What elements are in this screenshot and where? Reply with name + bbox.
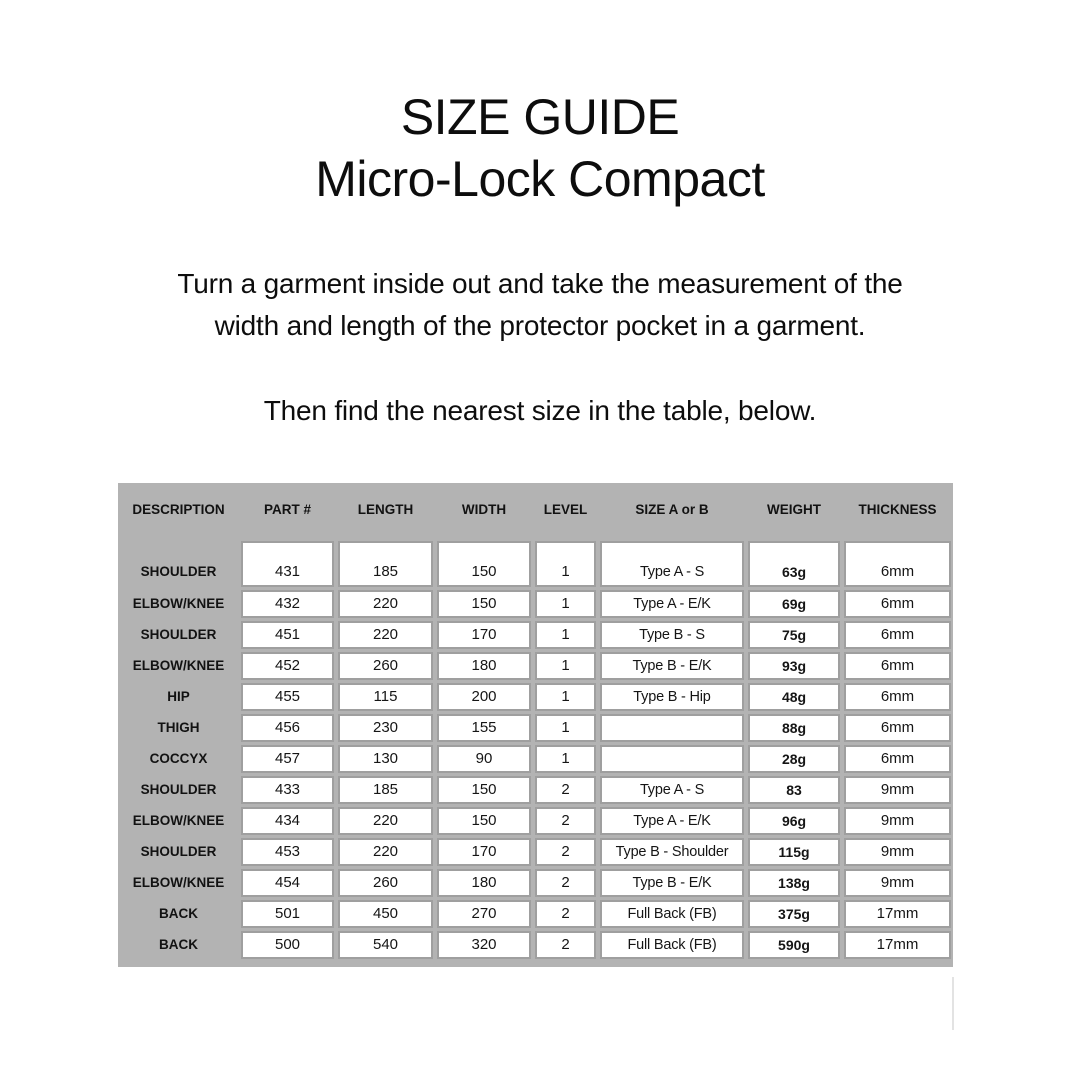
table-row xyxy=(118,805,953,836)
cell-description: ELBOW/KNEE xyxy=(132,658,225,673)
cell-size: Type B - E/K xyxy=(600,652,744,680)
column-header-weight: WEIGHT xyxy=(767,501,821,517)
cell-description: SHOULDER xyxy=(140,564,217,579)
title-line-size-guide: SIZE GUIDE xyxy=(400,89,680,145)
cell-description: COCCYX xyxy=(149,751,208,766)
cell-size xyxy=(600,745,744,773)
cell-thickness: 9mm xyxy=(844,869,951,897)
cell-width: 155 xyxy=(437,714,531,742)
title-line-product-name: Micro-Lock Compact xyxy=(315,151,765,207)
cell-thickness: 9mm xyxy=(844,838,951,866)
page-title xyxy=(0,86,1080,210)
cell-size: Type B - S xyxy=(600,621,744,649)
cell-width: 150 xyxy=(437,776,531,804)
instruction-line-3: Then find the nearest size in the table, below. xyxy=(263,395,817,426)
cell-length: 220 xyxy=(338,621,433,649)
cell-description: SHOULDER xyxy=(140,627,217,642)
cell-level: 1 xyxy=(535,745,596,773)
cell-thickness: 6mm xyxy=(844,541,951,587)
table-row xyxy=(118,681,953,712)
cell-description: ELBOW/KNEE xyxy=(132,813,225,828)
cell-description: BACK xyxy=(159,937,198,952)
cell-width: 170 xyxy=(437,838,531,866)
table-row xyxy=(118,929,953,960)
cell-description: HIP xyxy=(167,689,190,704)
table-row xyxy=(118,650,953,681)
cell-level: 1 xyxy=(535,683,596,711)
table-row xyxy=(118,774,953,805)
cell-part: 434 xyxy=(241,807,334,835)
cell-size: Type B - Hip xyxy=(600,683,744,711)
cell-size: Type B - E/K xyxy=(600,869,744,897)
cell-thickness: 6mm xyxy=(844,621,951,649)
cell-thickness: 6mm xyxy=(844,683,951,711)
cell-width: 180 xyxy=(437,652,531,680)
column-header-level: LEVEL xyxy=(543,501,588,517)
cell-width: 150 xyxy=(437,541,531,587)
cell-size: Full Back (FB) xyxy=(600,931,744,959)
table-row xyxy=(118,712,953,743)
cell-weight: 88g xyxy=(748,714,840,742)
cell-part: 431 xyxy=(241,541,334,587)
cell-width: 200 xyxy=(437,683,531,711)
cell-length: 220 xyxy=(338,807,433,835)
cell-part: 500 xyxy=(241,931,334,959)
cell-length: 115 xyxy=(338,683,433,711)
cell-part: 451 xyxy=(241,621,334,649)
cell-length: 540 xyxy=(338,931,433,959)
cell-weight: 375g xyxy=(748,900,840,928)
cell-thickness: 6mm xyxy=(844,590,951,618)
page-edge-divider xyxy=(952,977,954,1030)
cell-thickness: 17mm xyxy=(844,900,951,928)
cell-part: 454 xyxy=(241,869,334,897)
table-header-row xyxy=(118,483,953,535)
cell-length: 185 xyxy=(338,776,433,804)
cell-weight: 69g xyxy=(748,590,840,618)
cell-length: 230 xyxy=(338,714,433,742)
instructions-paragraph xyxy=(0,263,1080,347)
cell-weight: 96g xyxy=(748,807,840,835)
table-row xyxy=(118,588,953,619)
table-row xyxy=(118,619,953,650)
cell-weight: 28g xyxy=(748,745,840,773)
cell-size: Full Back (FB) xyxy=(600,900,744,928)
cell-part: 433 xyxy=(241,776,334,804)
cell-weight: 63g xyxy=(748,541,840,587)
cell-level: 2 xyxy=(535,931,596,959)
cell-length: 260 xyxy=(338,652,433,680)
cell-size: Type A - S xyxy=(600,541,744,587)
cell-length: 185 xyxy=(338,541,433,587)
column-header-width: WIDTH xyxy=(461,501,507,517)
cell-thickness: 9mm xyxy=(844,776,951,804)
cell-width: 270 xyxy=(437,900,531,928)
cell-part: 455 xyxy=(241,683,334,711)
table-row xyxy=(118,743,953,774)
cell-thickness: 17mm xyxy=(844,931,951,959)
instruction-line-1: Turn a garment inside out and take the measurement of the xyxy=(177,268,903,299)
cell-level: 2 xyxy=(535,838,596,866)
cell-level: 2 xyxy=(535,900,596,928)
cell-part: 453 xyxy=(241,838,334,866)
cell-level: 1 xyxy=(535,714,596,742)
cell-description: BACK xyxy=(159,906,198,921)
cell-weight: 138g xyxy=(748,869,840,897)
cell-weight: 115g xyxy=(748,838,840,866)
cell-width: 150 xyxy=(437,590,531,618)
cell-weight: 83 xyxy=(748,776,840,804)
cell-size: Type B - Shoulder xyxy=(600,838,744,866)
cell-size: Type A - E/K xyxy=(600,590,744,618)
column-header-description: DESCRIPTION xyxy=(132,501,225,517)
cell-level: 2 xyxy=(535,776,596,804)
cell-part: 457 xyxy=(241,745,334,773)
cell-level: 1 xyxy=(535,590,596,618)
cell-level: 2 xyxy=(535,807,596,835)
cell-length: 220 xyxy=(338,590,433,618)
cell-width: 320 xyxy=(437,931,531,959)
column-header-length: LENGTH xyxy=(357,501,414,517)
cell-width: 150 xyxy=(437,807,531,835)
cell-part: 432 xyxy=(241,590,334,618)
cell-length: 450 xyxy=(338,900,433,928)
cell-level: 1 xyxy=(535,621,596,649)
cell-length: 220 xyxy=(338,838,433,866)
cell-thickness: 6mm xyxy=(844,652,951,680)
column-header-thickness: THICKNESS xyxy=(858,501,937,517)
table-row xyxy=(118,898,953,929)
instruction-line-2: width and length of the protector pocket in a garment. xyxy=(214,310,866,341)
cell-width: 170 xyxy=(437,621,531,649)
cell-level: 2 xyxy=(535,869,596,897)
cell-description: SHOULDER xyxy=(140,844,217,859)
table-row xyxy=(118,867,953,898)
cell-thickness: 6mm xyxy=(844,714,951,742)
table-row xyxy=(118,535,953,588)
cell-level: 1 xyxy=(535,541,596,587)
cell-width: 90 xyxy=(437,745,531,773)
cell-weight: 48g xyxy=(748,683,840,711)
cell-part: 501 xyxy=(241,900,334,928)
cell-level: 1 xyxy=(535,652,596,680)
cell-description: ELBOW/KNEE xyxy=(132,596,225,611)
cell-weight: 75g xyxy=(748,621,840,649)
column-header-part: PART # xyxy=(263,501,311,517)
cell-part: 456 xyxy=(241,714,334,742)
cell-thickness: 6mm xyxy=(844,745,951,773)
cell-weight: 93g xyxy=(748,652,840,680)
table-row xyxy=(118,836,953,867)
cell-description: ELBOW/KNEE xyxy=(132,875,225,890)
cell-length: 260 xyxy=(338,869,433,897)
cell-width: 180 xyxy=(437,869,531,897)
cell-size: Type A - E/K xyxy=(600,807,744,835)
cell-thickness: 9mm xyxy=(844,807,951,835)
cell-size xyxy=(600,714,744,742)
cell-length: 130 xyxy=(338,745,433,773)
cell-size: Type A - S xyxy=(600,776,744,804)
cell-description: THIGH xyxy=(157,720,200,735)
cell-part: 452 xyxy=(241,652,334,680)
size-guide-table xyxy=(118,483,953,967)
column-header-size: SIZE A or B xyxy=(635,501,709,517)
cell-weight: 590g xyxy=(748,931,840,959)
instructions-paragraph-2 xyxy=(0,390,1080,432)
cell-description: SHOULDER xyxy=(140,782,217,797)
